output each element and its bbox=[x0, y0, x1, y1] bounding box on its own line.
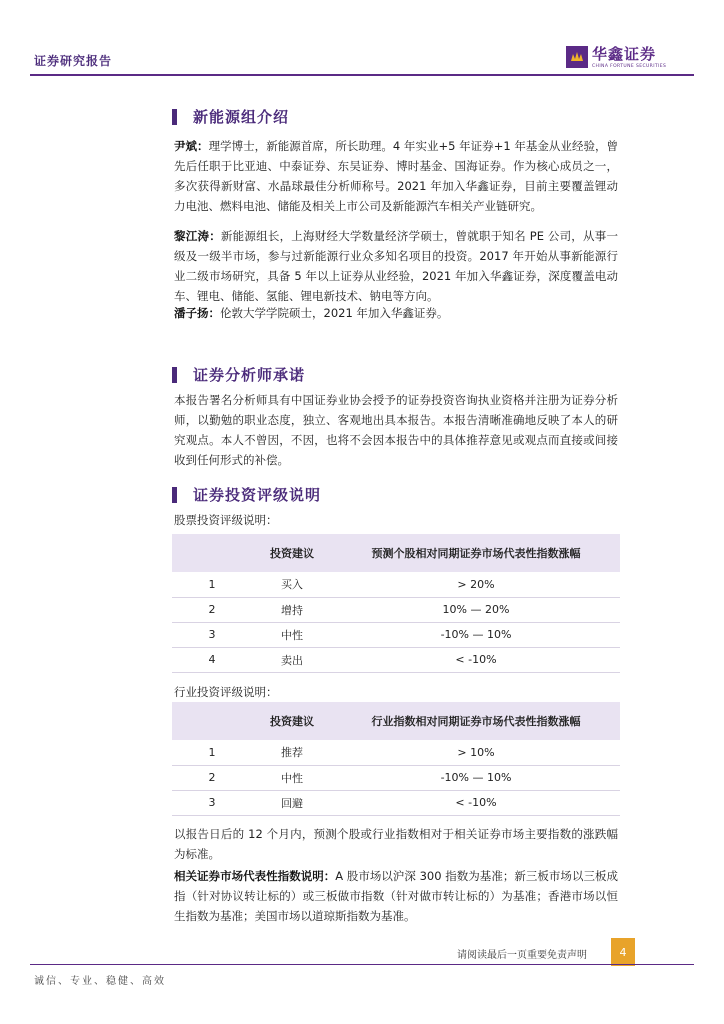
member-bio-text: 新能源组长，上海财经大学数量经济学硕士，曾就职于知名 PE 公司，从事一级及一级半市场，参与过新能源行业众多知名项目的投资。2017 年开始从事新能源行业二级市场研究，具备 5 年以上证券从业经验，2021 年加入华鑫证券，深度覆盖电动车、锂电、储能、氢能、锂电新技术、钠电等方向。 bbox=[174, 229, 618, 303]
table-cell: > 10% bbox=[332, 740, 620, 765]
table-row bbox=[172, 765, 620, 790]
table-cell: 中性 bbox=[252, 622, 332, 647]
table-cell: 10% — 20% bbox=[332, 597, 620, 622]
table-cell: 2 bbox=[172, 597, 252, 622]
table-cell: -10% — 10% bbox=[332, 765, 620, 790]
rating-section-heading bbox=[172, 484, 321, 505]
page-number: 4 bbox=[611, 938, 635, 966]
table-header-cell: 预测个股相对同期证券市场代表性指数涨幅 bbox=[332, 534, 620, 572]
table-header-cell: 行业指数相对同期证券市场代表性指数涨幅 bbox=[332, 702, 620, 740]
section-marker bbox=[172, 367, 177, 383]
logo-icon bbox=[566, 46, 588, 68]
table-row bbox=[172, 597, 620, 622]
table-cell: 3 bbox=[172, 622, 252, 647]
pledge-section-title: 证券分析师承诺 bbox=[193, 366, 306, 384]
company-motto: 诚信、专业、稳健、高效 bbox=[34, 976, 166, 987]
team-section-heading bbox=[172, 106, 289, 127]
member-bio-1 bbox=[174, 136, 618, 216]
table-cell: -10% — 10% bbox=[332, 622, 620, 647]
table-row bbox=[172, 622, 620, 647]
table-cell: 4 bbox=[172, 647, 252, 672]
rating-standard-note: 以报告日后的 12 个月内，预测个股或行业指数相对于相关证券市场主要指数的涨跌幅为标准。 bbox=[174, 827, 618, 861]
rating-section-title: 证券投资评级说明 bbox=[193, 486, 322, 504]
report-type-label: 证券研究报告 bbox=[34, 54, 113, 68]
table-cell: 卖出 bbox=[252, 647, 332, 672]
section-marker bbox=[172, 109, 177, 125]
table-header-row bbox=[172, 702, 620, 740]
table-cell: > 20% bbox=[332, 572, 620, 597]
section-marker bbox=[172, 487, 177, 503]
table-header-row bbox=[172, 534, 620, 572]
table-header-cell bbox=[172, 534, 252, 572]
table-cell: 增持 bbox=[252, 597, 332, 622]
table-row bbox=[172, 790, 620, 815]
table-cell: < -10% bbox=[332, 790, 620, 815]
index-explanation bbox=[174, 866, 618, 926]
table-header-cell: 投资建议 bbox=[252, 702, 332, 740]
table-cell: 买入 bbox=[252, 572, 332, 597]
member-bio-2 bbox=[174, 226, 618, 306]
member-bio-3 bbox=[174, 303, 618, 323]
header-divider bbox=[30, 74, 694, 76]
logo-name-cn: 华鑫证券 bbox=[592, 45, 657, 63]
pledge-text: 本报告署名分析师具有中国证券业协会授予的证券投资咨询执业资格并注册为证券分析师，以勤勉的职业态度，独立、客观地出具本报告。本报告清晰准确地反映了本人的研究观点。本人不曾因，不因，也将不会因本报告中的具体推荐意见或观点而直接或间接收到任何形式的补偿。 bbox=[174, 393, 618, 467]
stock-rating-label: 股票投资评级说明： bbox=[174, 513, 278, 527]
table-header-cell bbox=[172, 702, 252, 740]
industry-rating-label: 行业投资评级说明： bbox=[174, 685, 278, 699]
company-logo bbox=[566, 46, 666, 69]
index-explanation-text: A 股市场以沪深 300 指数为基准；新三板市场以三板成指（针对协议转让标的）或三板做市指数（针对做市转让标的）为基准；香港市场以恒生指数为基准；美国市场以道琼斯指数为基准。 bbox=[174, 869, 619, 923]
member-name: 黎江涛： bbox=[174, 229, 221, 243]
table-header-cell: 投资建议 bbox=[252, 534, 332, 572]
industry-rating-table bbox=[172, 702, 620, 816]
table-cell: 回避 bbox=[252, 790, 332, 815]
table-row bbox=[172, 740, 620, 765]
table-row bbox=[172, 647, 620, 672]
table-row bbox=[172, 572, 620, 597]
member-name: 尹斌： bbox=[174, 139, 209, 153]
member-bio-text: 伦敦大学学院硕士，2021 年加入华鑫证券。 bbox=[220, 306, 449, 320]
table-cell: 1 bbox=[172, 572, 252, 597]
member-bio-text: 理学博士，新能源首席，所长助理。4 年实业+5 年证券+1 年基金从业经验，曾先后任职于比亚迪、中泰证券、东吴证券、博时基金、国海证券。作为核心成员之一，多次获得新财富、水晶球最佳分析师称号。2021 年加入华鑫证券，目前主要覆盖锂动力电池、燃料电池、储能及相关上市公司及新能源汽车相关产业链研究。 bbox=[174, 139, 619, 213]
pledge-section-heading bbox=[172, 364, 305, 385]
table-cell: < -10% bbox=[332, 647, 620, 672]
logo-name-en: CHINA FORTUNE SECURITIES bbox=[592, 64, 667, 69]
table-cell: 3 bbox=[172, 790, 252, 815]
member-name: 潘子扬： bbox=[174, 306, 220, 320]
table-cell: 1 bbox=[172, 740, 252, 765]
index-explanation-label: 相关证券市场代表性指数说明： bbox=[174, 869, 336, 883]
footer-divider bbox=[30, 964, 694, 965]
table-cell: 2 bbox=[172, 765, 252, 790]
team-section-title: 新能源组介绍 bbox=[193, 108, 290, 126]
stock-rating-table bbox=[172, 534, 620, 673]
table-cell: 推荐 bbox=[252, 740, 332, 765]
table-cell: 中性 bbox=[252, 765, 332, 790]
disclaimer-note: 请阅读最后一页重要免责声明 bbox=[457, 950, 587, 961]
